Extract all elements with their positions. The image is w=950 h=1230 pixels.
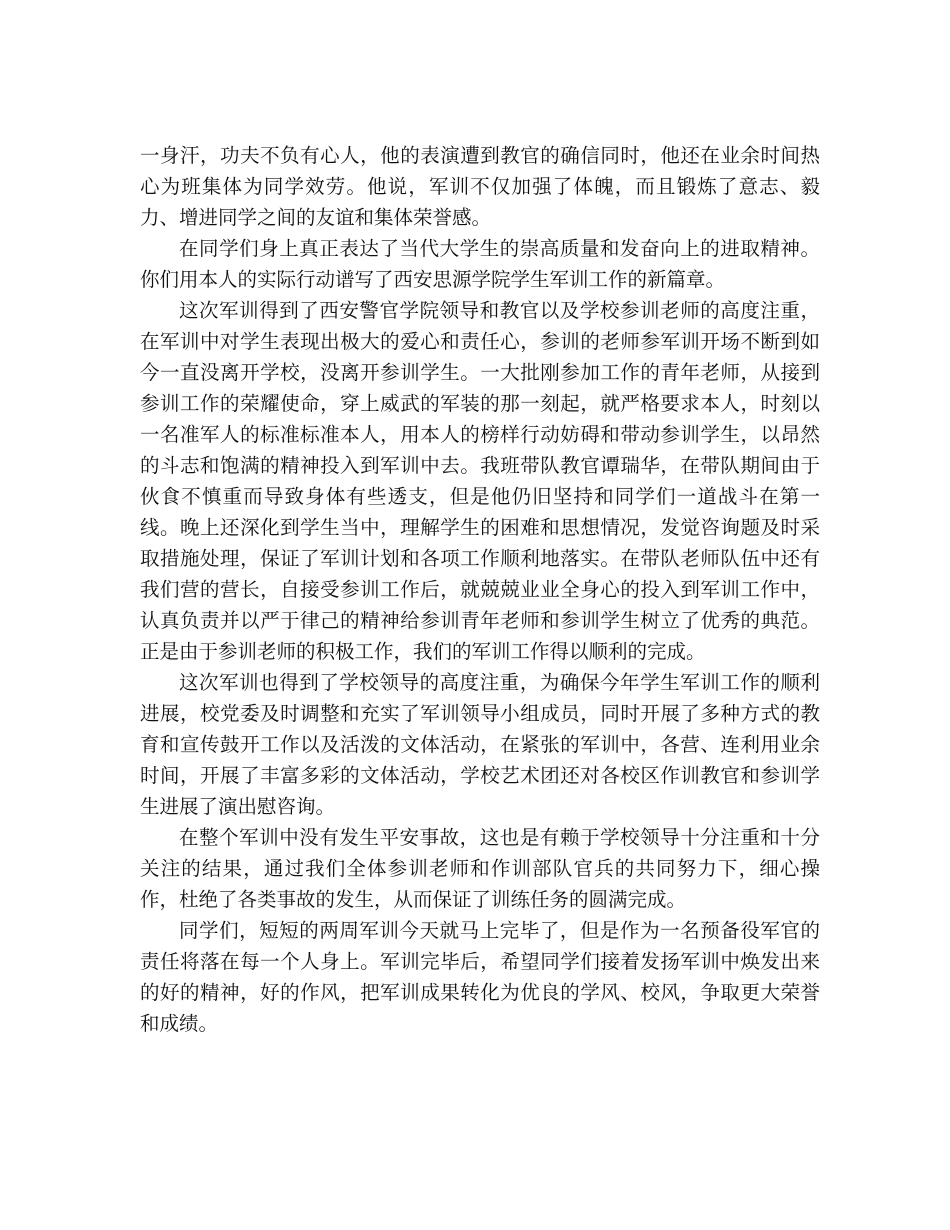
paragraph-continuation: 一身汗，功夫不负有心人，他的表演遭到教官的确信同时，他还在业余时间热心为班集体为同学效劳。他说，军训不仅加强了体魄，而且锻炼了意志、毅力、增进同学之间的友谊和集体荣誉感。 (140, 144, 820, 229)
paragraph-teachers: 这次军训得到了西安警官学院领导和教官以及学校参训老师的高度注重，在军训中对学生表现出极大的爱心和责任心，参训的老师参军训开场不断到如今一直没离开学校，没离开参训学生。一大批刚参加工作的青年老师，从接到参训工作的荣耀使命，穿上威武的军装的那一刻起，就严格要求本人，时刻以一名准军人的标准标准本人，用本人的榜样行动妨碍和带动参训学生，以昂然的斗志和饱满的精神投入到军训中去。我班带队教官谭瑞华，在带队期间由于伙食不慎重而导致身体有些透支，但是他仍旧坚持和同学们一道战斗在第一线。晚上还深化到学生当中，理解学生的困难和思想情况，发觉咨询题及时采取措施处理，保证了军训计划和各项工作顺利地落实。在带队老师队伍中还有我们营的营长，自接受参训工作后，就兢兢业业全身心的投入到军训工作中，认真负责并以严于律己的精神给参训青年老师和参训学生树立了优秀的典范。正是由于参训老师的积极工作，我们的军训工作得以顺利的完成。 (140, 299, 820, 663)
paragraph-spirit: 在同学们身上真正表达了当代大学生的崇高质量和发奋向上的进取精神。你们用本人的实际行动谱写了西安思源学院学生军训工作的新篇章。 (140, 237, 820, 291)
document-page (140, 140, 820, 1039)
paragraph-school-leaders: 这次军训也得到了学校领导的高度注重，为确保今年学生军训工作的顺利进展，校党委及时调整和充实了军训领导小组成员，同时开展了多种方式的教育和宣传鼓开工作以及活泼的文体活动，在紧张的军训中，各营、连利用业余时间，开展了丰富多彩的文体活动，学校艺术团还对各校区作训教官和参训学生进展了演出慰咨询。 (140, 671, 820, 818)
paragraph-closing: 同学们，短短的两周军训今天就马上完毕了，但是作为一名预备役军官的责任将落在每一个人身上。军训完毕后，希望同学们接着发扬军训中焕发出来的好的精神，好的作风，把军训成果转化为优良的学风、校风，争取更大荣誉和成绩。 (140, 919, 820, 1035)
paragraph-safety: 在整个军训中没有发生平安事故，这也是有赖于学校领导十分注重和十分关注的结果，通过我们全体参训老师和作训部队官兵的共同努力下，细心操作，杜绝了各类事故的发生，从而保证了训练任务的圆满完成。 (140, 826, 820, 911)
